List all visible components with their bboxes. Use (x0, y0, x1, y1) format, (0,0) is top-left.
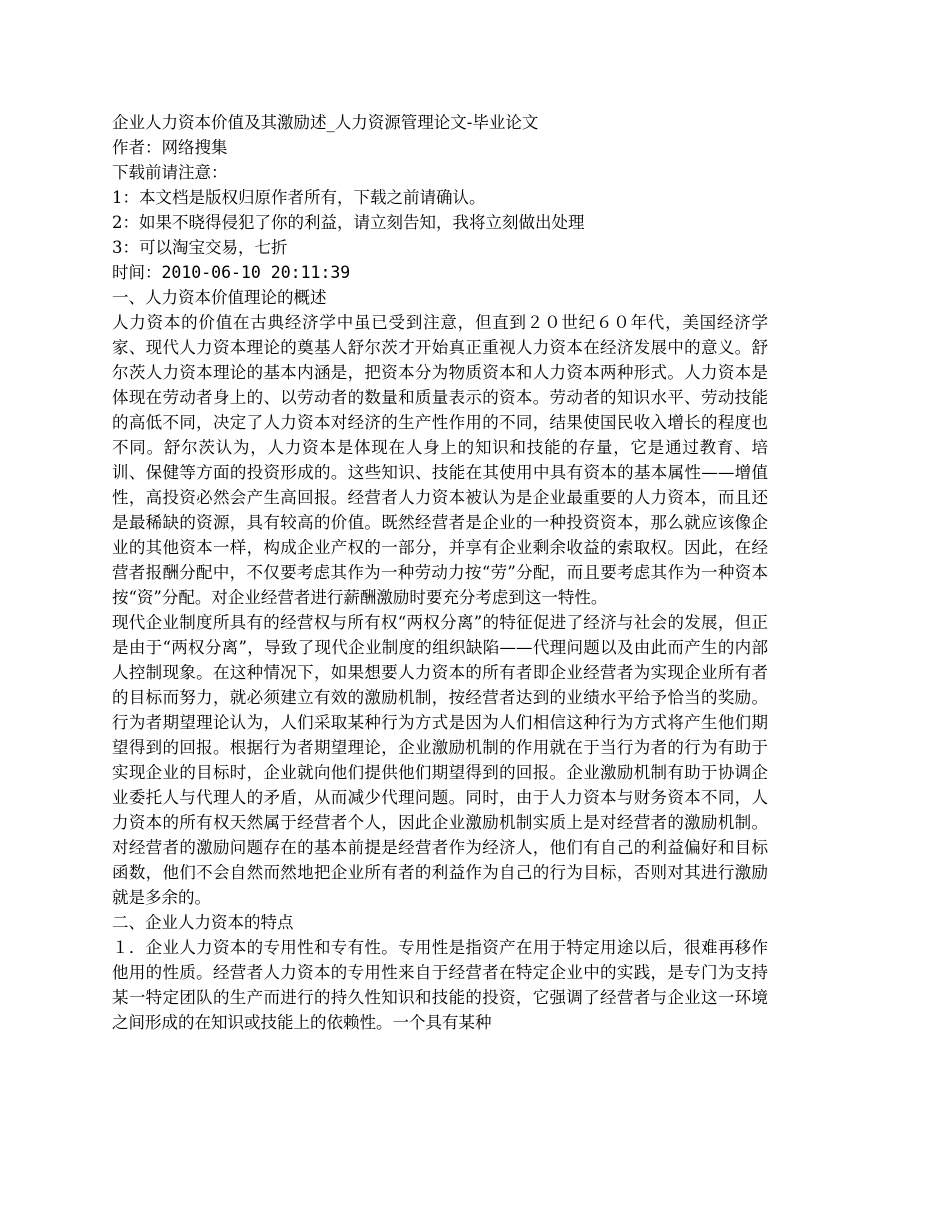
time-label: 时间： (112, 263, 162, 282)
body-paragraph: 人力资本的价值在古典经济学中虽已受到注意，但直到２０世纪６０年代，美国经济学家、现代人力资本理论的奠基人舒尔茨才开始真正重视人力资本在经济发展中的意义。舒尔茨人力资本理论的基本内涵是，把资本分为物质资本和人力资本两种形式。人力资本是体现在劳动者身上的、以劳动者的数量和质量表示的资本。劳动者的知识水平、劳动技能的高低不同，决定了人力资本对经济的生产性作用的不同，结果使国民收入增长的程度也不同。舒尔茨认为，人力资本是体现在人身上的知识和技能的存量，它是通过教育、培训、保健等方面的投资形成的。这些知识、技能在其使用中具有资本的基本属性——增值性，高投资必然会产生高回报。经营者人力资本被认为是企业最重要的人力资本，而且还是最稀缺的资源，具有较高的价值。既然经营者是企业的一种投资资本，那么就应该像企业的其他资本一样，构成企业产权的一部分，并享有企业剩余收益的索取权。因此，在经营者报酬分配中，不仅要考虑其作为一种劳动力按“劳”分配，而且要考虑其作为一种资本按“资”分配。对企业经营者进行薪酬激励时要充分考虑到这一特性。 (112, 313, 768, 607)
time-value: 2010-06-10 20:11:39 (161, 263, 351, 282)
notice-item-2: 2：如果不晓得侵犯了你的利益，请立刻告知，我将立刻做出处理 (112, 213, 585, 232)
body-paragraph: １．企业人力资本的专用性和专有性。专用性是指资产在用于特定用途以后，很难再移作他用的性质。经营者人力资本的专用性来自于经营者在特定企业中的实践，是专门为支持某一特定团队的生产而进行的持久性知识和技能的投资，它强调了经营者与企业这一环境之间形成的在知识或技能上的依赖性。一个具有某种 (112, 938, 768, 1032)
notice-item-3: 3：可以淘宝交易，七折 (112, 238, 288, 257)
author-line: 作者：网络搜集 (112, 138, 228, 157)
notice-heading: 下载前请注意： (112, 163, 228, 182)
time-line (112, 260, 768, 285)
section-heading: 二、企业人力资本的特点 (112, 913, 294, 932)
document-page (112, 110, 768, 1035)
document-title: 企业人力资本价值及其激励述_人力资源管理论文-毕业论文 (112, 113, 539, 132)
section-heading: 一、人力资本价值理论的概述 (112, 288, 327, 307)
notice-item-1: 1：本文档是版权归原作者所有，下载之前请确认。 (112, 188, 486, 207)
body-paragraph: 现代企业制度所具有的经营权与所有权“两权分离”的特征促进了经济与社会的发展，但正是由于“两权分离”，导致了现代企业制度的组织缺陷——代理问题以及由此而产生的内部人控制现象。在这种情况下，如果想要人力资本的所有者即企业经营者为实现企业所有者的目标而努力，就必须建立有效的激励机制，按经营者达到的业绩水平给予恰当的奖励。行为者期望理论认为，人们采取某种行为方式是因为人们相信这种行为方式将产生他们期望得到的回报。根据行为者期望理论，企业激励机制的作用就在于当行为者的行为有助于实现企业的目标时，企业就向他们提供他们期望得到的回报。企业激励机制有助于协调企业委托人与代理人的矛盾，从而减少代理问题。同时，由于人力资本与财务资本不同，人力资本的所有权天然属于经营者个人，因此企业激励机制实质上是对经营者的激励机制。对经营者的激励问题存在的基本前提是经营者作为经济人，他们有自己的利益偏好和目标函数，他们不会自然而然地把企业所有者的利益作为自己的行为目标，否则对其进行激励就是多余的。 (112, 613, 768, 907)
